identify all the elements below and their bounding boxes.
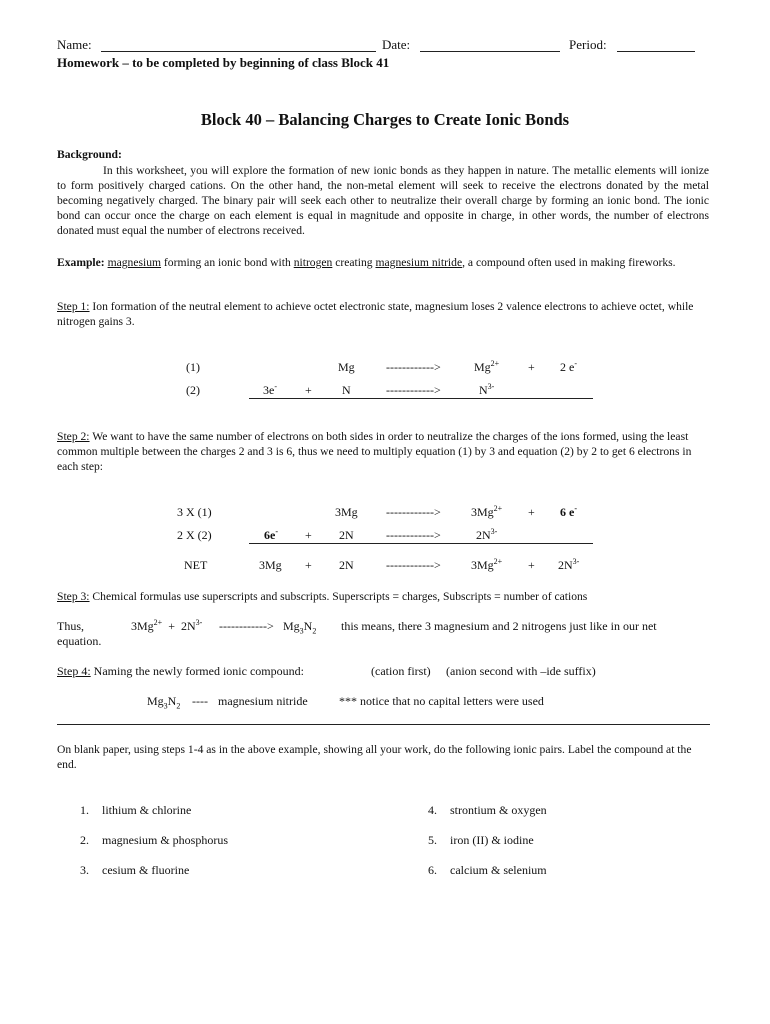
s2-eq1-reactant: 3Mg (335, 505, 358, 519)
problem-text: iron (II) & iodine (450, 833, 534, 847)
step1-label: Step 1: (57, 300, 90, 313)
date-blank[interactable] (420, 51, 560, 52)
homework-note: Homework – to be completed by beginning of class Block 41 (57, 55, 390, 70)
period-label: Period: (569, 37, 607, 52)
net-product1: $3Mg^{2+}$ (471, 557, 503, 572)
s2-eq2-arrow: ------------> (386, 528, 441, 542)
net-product2: $2N^{3-}$ (558, 557, 580, 572)
net-plus2: + (528, 558, 535, 572)
step4-note: *** notice that no capital letters were used (339, 694, 544, 708)
step1-paragraph (57, 299, 709, 329)
eq2-product: $N^{3-}$ (479, 382, 495, 397)
problem-text: cesium & fluorine (102, 863, 190, 877)
eq1-number: (1) (186, 360, 200, 374)
s2-eq1-product: $3Mg^{2+}$ (471, 504, 503, 519)
s2-eq1-electrons: 6 e- (560, 504, 577, 519)
step3-label: Step 3: (57, 590, 90, 603)
step3-text: Chemical formulas use superscripts and subscripts. Superscripts = charges, Subscripts = number of cations (89, 590, 588, 603)
problem-number: 1. (80, 803, 89, 817)
problem-number: 5. (428, 833, 437, 847)
period-blank[interactable] (617, 51, 695, 52)
s2-eq2-plus: + (305, 528, 312, 542)
step1-text: Ion formation of the neutral element to achieve octet electronic state, magnesium loses 2 valence electrons to achieve octet, while nitrogen gains 3. (57, 300, 694, 328)
s2-eq1-plus: + (528, 505, 535, 519)
net-plus1: + (305, 558, 312, 572)
step4-cation: (cation first) (371, 664, 431, 678)
problem-number: 4. (428, 803, 437, 817)
net-reactant2: 2N (339, 558, 354, 572)
step3-explanation-end: equation. (57, 634, 102, 648)
step4-dash: ---- (192, 694, 208, 708)
eq2-arrow: ------------> (386, 383, 441, 397)
s2-eq2-electrons: 6e- (264, 527, 278, 542)
example-label: Example: (57, 256, 105, 269)
s2-eq2-reactant: 2N (339, 528, 354, 542)
net-reactant1: 3Mg (259, 558, 282, 572)
step3-paragraph (57, 589, 709, 604)
step3-explanation: this means, there 3 magnesium and 2 nitrogens just like in our net (341, 619, 657, 633)
eq2-number: (2) (186, 383, 200, 397)
background-heading: Background: (57, 148, 122, 161)
eq2-electrons: 3e- (263, 382, 277, 397)
problem-number: 6. (428, 863, 437, 877)
example-word-magnesium: magnesium (107, 256, 162, 269)
step4-label: Step 4: (57, 664, 91, 678)
step2-paragraph (57, 429, 709, 474)
example-text: creating (332, 256, 376, 269)
s2-eq2-number: 2 X (2) (177, 528, 212, 542)
problem-text: magnesium & phosphorus (102, 833, 228, 847)
eq1-product: $Mg^{2+}$ (474, 359, 500, 374)
step4-line (57, 664, 304, 679)
step2-label: Step 2: (57, 430, 90, 443)
example-text: forming an ionic bond with (161, 256, 294, 269)
problem-text: lithium & chlorine (102, 803, 192, 817)
step4-text: Naming the newly formed ionic compound: (90, 664, 304, 678)
problem-number: 2. (80, 833, 89, 847)
step4-anion: (anion second with –ide suffix) (446, 664, 596, 678)
s2-eq2-underline (249, 543, 593, 544)
eq2-plus: + (305, 383, 312, 397)
net-arrow: ------------> (386, 558, 441, 572)
example-word-compound: magnesium nitride (375, 256, 463, 269)
eq1-reactant: Mg (338, 360, 355, 374)
example-paragraph (57, 255, 709, 270)
background-text: In this worksheet, you will explore the formation of new ionic bonds as they happen in nature. The metallic elements will ionize to form positively charged cations. On the other hand, the non-metal element will seek to receive the electrons donated by the metal becoming negatively charged. The binary pair will seek each other to neutralize their overall charge by forming an ionic bond. The ionic bond can occur once the charge on each element is equal in magnitude and opposite in charge, in other words, the number of electrons donated must equal the number of electrons received. (57, 164, 709, 237)
problem-text: calcium & selenium (450, 863, 547, 877)
s2-eq2-product: $2N^{3-}$ (476, 527, 498, 542)
step3-formula: $Mg_3N_2$ (283, 619, 317, 636)
date-label: Date: (382, 37, 411, 52)
eq2-reactant: N (342, 383, 351, 397)
example-word-nitrogen: nitrogen (293, 256, 333, 269)
eq2-underline (249, 398, 593, 399)
example-text: , a compound often used in making fireworks. (462, 256, 676, 269)
eq1-arrow: ------------> (386, 360, 441, 374)
name-label: Name: (57, 37, 92, 52)
s2-eq1-number: 3 X (1) (177, 505, 212, 519)
problem-number: 3. (80, 863, 89, 877)
instructions: On blank paper, using steps 1-4 as in the above example, showing all your work, do the following ionic pairs. Label the compound at the end. (57, 743, 692, 771)
problem-text: strontium & oxygen (450, 803, 547, 817)
section-divider (57, 724, 710, 725)
s2-eq1-arrow: ------------> (386, 505, 441, 519)
page-title: Block 40 – Balancing Charges to Create Ionic Bonds (200, 110, 570, 129)
thus-label: Thus, (57, 619, 84, 633)
eq1-electrons: 2 e- (560, 359, 577, 374)
net-label: NET (184, 558, 208, 572)
step3-arrow: ------------> (219, 619, 274, 633)
step4-formula: $Mg_3N_2$ (147, 694, 181, 711)
step3-ions: $3Mg^{2+} + 2N^{3-}$ (131, 618, 203, 633)
eq1-plus: + (528, 360, 535, 374)
step4-name: magnesium nitride (218, 694, 308, 708)
step2-text: We want to have the same number of electrons on both sides in order to neutralize the charges of the ions formed, using the least common multiple between the charges 2 and 3 is 6, thus we need to multiply equation (1) by 3 and equation (2) by 2 to get 6 electrons in each step: (57, 430, 692, 473)
name-blank[interactable] (101, 51, 376, 52)
